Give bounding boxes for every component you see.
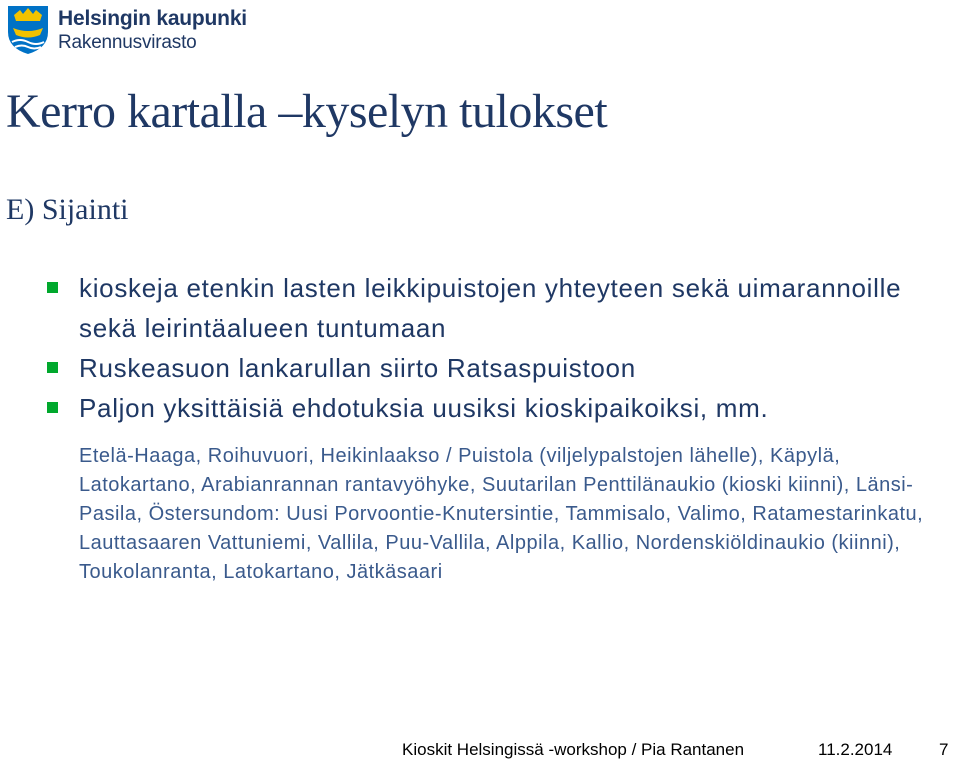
bullet-text: Ruskeasuon lankarullan siirto Ratsaspuistoon xyxy=(79,353,636,383)
bullet-item xyxy=(44,388,944,428)
slide-title: Kerro kartalla –kyselyn tulokset xyxy=(6,85,608,138)
slide-subtitle: E) Sijainti xyxy=(6,193,129,226)
bullet-list xyxy=(44,268,944,428)
footer-event: Kioskit Helsingissä -workshop / Pia Rantanen xyxy=(402,740,745,759)
bullet-item xyxy=(44,348,944,388)
org-unit: Rakennusvirasto xyxy=(58,32,197,53)
bullet-text: kioskeja etenkin lasten leikkipuistojen yhteyteen sekä uimarannoille sekä leirintäalueen tuntumaan xyxy=(79,273,902,343)
footer-date: 11.2.2014 xyxy=(818,740,893,759)
org-name: Helsingin kaupunki xyxy=(58,7,247,30)
bullet-text: Paljon yksittäisiä ehdotuksia uusiksi kioskipaikoiksi, mm. xyxy=(79,393,769,423)
bullet-square-icon xyxy=(47,282,58,293)
organization-name xyxy=(58,8,247,52)
bullet-square-icon xyxy=(47,362,58,373)
location-suggestions-text: Etelä-Haaga, Roihuvuori, Heikinlaakso / Puistola (viljelypalstojen lähelle), Käpylä, Latokartano, Arabianrannan rantavyöhyke, Suutarilan Penttilänaukio (kioski kiinni), Länsi-Pasila, Östersundom: Uusi Porvoontie-Knutersintie, Tammisalo, Valimo, Ratamestarinkatu, Lauttasaaren Vattuniemi, Vallila, Puu-Vallila, Alppila, Kallio, Nordenskiöldinaukio (kiinni), Toukolanranta, Latokartano, Jätkäsaari xyxy=(79,445,924,583)
footer-page-number: 7 xyxy=(939,740,949,759)
bullet-item xyxy=(44,268,944,348)
bullet-square-icon xyxy=(47,402,58,413)
helsinki-crest-icon xyxy=(6,4,50,56)
